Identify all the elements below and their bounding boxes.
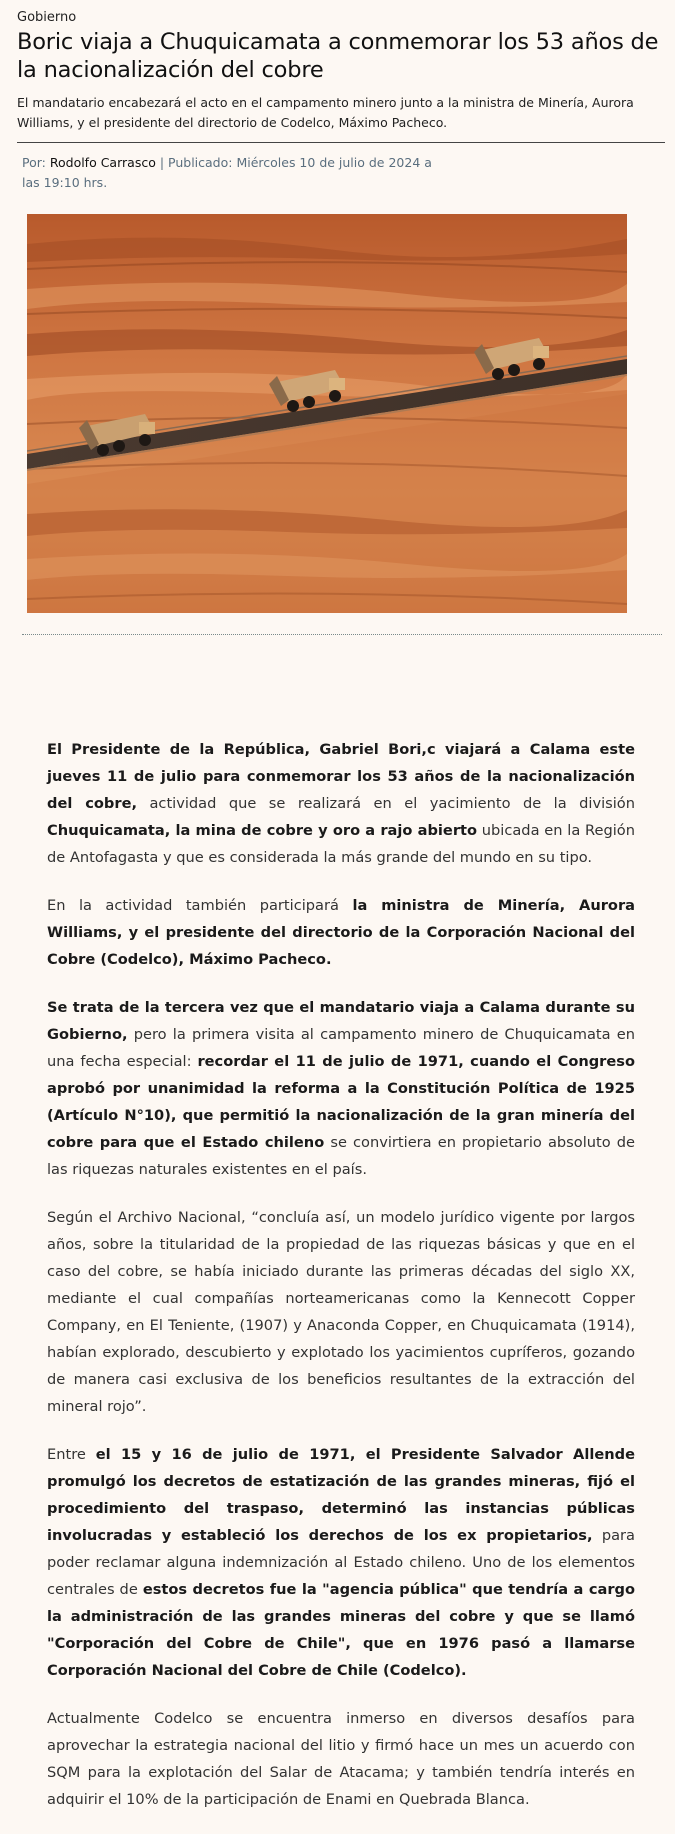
article-paragraph xyxy=(47,892,635,973)
text-run: Entre xyxy=(47,1446,96,1463)
page-title: Boric viaja a Chuquicamata a conmemorar los 53 años de la nacionalización del cobre xyxy=(17,29,659,83)
article-paragraph xyxy=(47,1441,635,1684)
article-paragraph xyxy=(47,1705,635,1813)
mine-trucks-photo xyxy=(27,214,627,613)
article-paragraph xyxy=(47,1204,635,1420)
category-label[interactable]: Gobierno xyxy=(17,10,77,25)
bold-text-run: el 15 y 16 de julio de 1971, el Presidente Salvador Allende promulgó los decretos de estatización de las grandes mineras, fijó el procedimiento del traspaso, determinó las instancias públicas involucradas y estableció los derechos de los ex propietarios, xyxy=(47,1446,635,1544)
article-paragraph xyxy=(47,736,635,871)
text-run: se convirtiera en propietario absoluto de las riquezas naturales existentes en el país. xyxy=(47,1134,635,1178)
byline-separator: | xyxy=(155,155,169,170)
article-body xyxy=(47,736,635,1834)
hero-image xyxy=(27,214,627,613)
article-header xyxy=(17,10,665,133)
text-run: Según el Archivo Nacional, “concluía así, un modelo jurídico vigente por largos años, sobre la titularidad de la propiedad de las riquezas básicas y que en el caso del cobre, se había iniciado durante las primeras décadas del siglo XX, mediante el cual compañías norteamericanas como la Kennecott Copper Company, en El Teniente, (1907) y Anaconda Copper, en Chuquicamata (1914), habían explorado, descubierto y explotado los yacimientos cupríferos, gozando de manera casi exclusiva de los beneficios resultantes de la extracción del mineral rojo”. xyxy=(47,1209,635,1415)
bold-text-run: Chuquicamata, la mina de cobre y oro a rajo abierto xyxy=(47,822,478,839)
text-run: En la actividad también participará xyxy=(47,897,353,914)
header-divider xyxy=(17,142,665,143)
text-run: Actualmente Codelco se encuentra inmerso en diversos desafíos para aprovechar la estrategia nacional del litio y firmó hace un mes un acuerdo con SQM para la explotación del Salar de Atacama; y también tendría interés en adquirir el 10% de la participación de Enami en Quebrada Blanca. xyxy=(47,1710,635,1808)
bold-text-run: Se trata de la tercera vez que el mandatario viaja a Calama durante su Gobierno, xyxy=(47,999,635,1043)
article-paragraph xyxy=(47,994,635,1183)
bold-text-run: estos decretos fue la "agencia pública" que tendría a cargo la administración de las grandes mineras del cobre y que se llamó "Corporación del Cobre de Chile", que en 1976 pasó a llamarse Corporación Nacional del Cobre de Chile (Codelco). xyxy=(47,1581,635,1679)
bold-text-run: recordar el 11 de julio de 1971, cuando el Congreso aprobó por unanimidad la reforma a la Constitución Política de 1925 (Artículo N°10), que permitió la nacionalización de la gran minería del cobre para que el Estado chileno xyxy=(47,1053,635,1151)
article-subtitle: El mandatario encabezará el acto en el campamento minero junto a la ministra de Minería, Aurora Williams, y el presidente del directorio de Codelco, Máximo Pacheco. xyxy=(17,95,634,130)
byline-by-label: Por: xyxy=(22,155,50,170)
section-divider xyxy=(22,634,662,635)
text-run: ubicada en la Región de Antofagasta y que es considerada la más grande del mundo en su tipo. xyxy=(47,822,635,866)
byline xyxy=(22,153,452,193)
author-link[interactable]: Rodolfo Carrasco xyxy=(49,155,156,170)
text-run: actividad que se realizará en el yacimiento de la división xyxy=(137,795,635,812)
bold-text-run: El Presidente de la República, Gabriel Bori,c viajará a Calama este jueves 11 de julio para conmemorar los 53 años de la nacionalización del cobre, xyxy=(47,741,635,812)
publish-date: Publicado: Miércoles 10 de julio de 2024 a las 19:10 hrs. xyxy=(22,155,432,190)
text-run: para poder reclamar alguna indemnización al Estado chileno. Uno de los elementos centrales de xyxy=(47,1527,635,1598)
text-run: pero la primera visita al campamento minero de Chuquicamata en una fecha especial: xyxy=(47,1026,635,1070)
bold-text-run: la ministra de Minería, Aurora Williams, y el presidente del directorio de la Corporación Nacional del Cobre (Codelco), Máximo Pacheco. xyxy=(47,897,635,968)
